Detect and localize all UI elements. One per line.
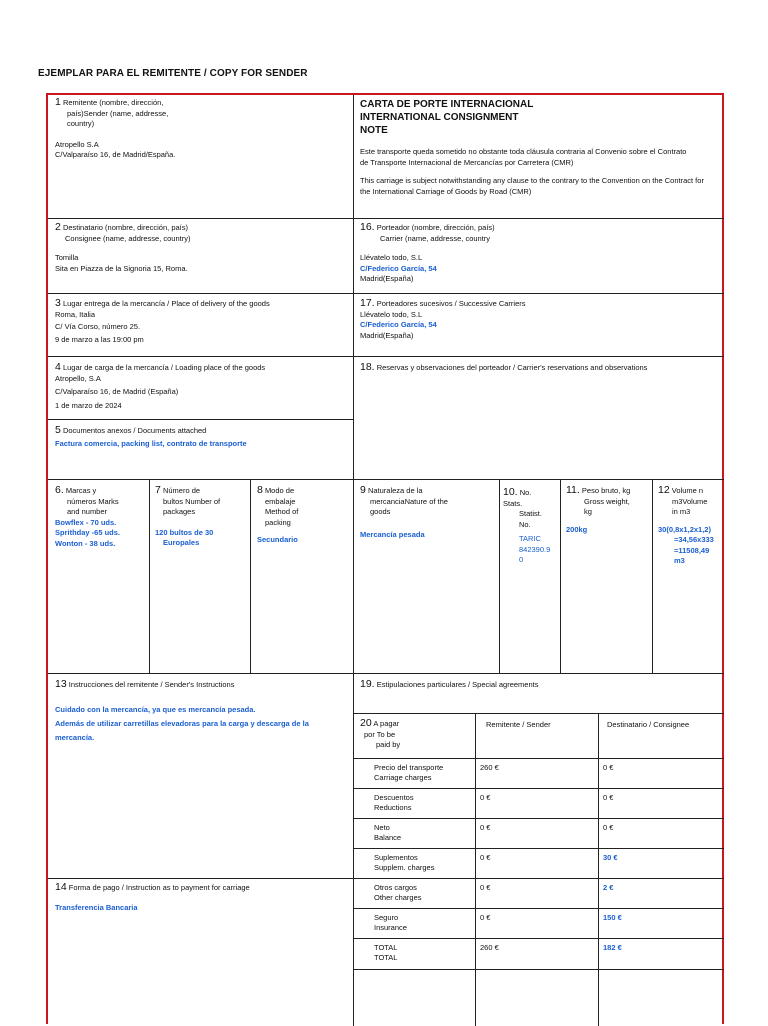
goods-nature-cell [360,485,500,540]
successive-carriers-cell [360,298,710,341]
field-number: 6. [55,484,64,496]
field-number: 14 [55,881,67,893]
convention-text-es: Este transporte queda sometido no obstante toda cláusula contraria al Convenio sobre el Contrato de Transporte Internacional de Mercancías por Carretera (CMR) [360,147,687,167]
charge-label-en: Carriage charges [374,773,432,782]
packages-type: Europales [163,538,200,547]
payment-method: Transferencia Bancaria [55,902,138,912]
charge-label-en: Reductions [374,803,412,812]
charge-sender-value: 0 € [480,793,491,802]
charge-consignee-value: 182 € [603,943,622,952]
charge-sender-value: 0 € [480,823,491,832]
field-label: país)Sender (name, addresse, [67,108,169,118]
carrier-reservations-cell [360,362,710,374]
field-number: 9 [360,484,366,496]
charge-label-es: Suplementos [374,853,418,862]
field-number: 3 [55,297,61,309]
field-label: m3Volume [672,496,708,506]
col-header-consignee: Destinatario / Consignee [607,720,690,729]
field-number: 8 [257,484,263,496]
charge-sender-value: 0 € [480,883,491,892]
charge-consignee-value: 30 € [603,853,618,862]
field-label: Porteadores sucesivos / Successive Carriers [376,299,526,308]
field-number: 20 [360,717,372,729]
title-cell [360,98,710,197]
field-label: Remitente (nombre, dirección, [62,98,164,107]
title-line: INTERNATIONAL CONSIGNMENT [360,112,519,123]
delivery-city: Roma, Italia [55,309,96,319]
field-label: A pagar [373,719,400,728]
charge-label [374,883,422,903]
title-line: CARTA DE PORTE INTERNACIONAL [360,99,534,110]
field-label: packing [265,517,291,527]
volume-cell [658,485,722,567]
field-label: Instrucciones del remitente / Sender's Instructions [68,680,235,689]
instruction-line: mercancía. [55,732,95,742]
loading-date: 1 de marzo de 2024 [55,400,122,410]
charge-sender-value: 260 € [480,943,499,952]
convention-text-en: This carriage is subject notwithstanding any clause to the contrary to the Convention on the Contract for the International Carriage of Goods by Road (CMR) [360,176,704,196]
field-label: country) [67,119,95,128]
charge-label-es: Seguro [374,913,399,922]
field-label: Statist. [519,509,542,518]
charge-label-en: Balance [374,833,402,842]
field-label: Marcas y [65,486,97,495]
charge-label [374,853,434,873]
volume-calc: 30(0,8x1,2x1,2) [658,524,711,534]
charge-label [374,763,443,783]
field-label: mercanciaNature of the [370,496,448,506]
charge-label [374,913,407,933]
charge-label-es: Precio del transporte [374,763,444,772]
packages-cell [155,485,250,549]
payment-instruction-cell [55,882,345,913]
field-label: Gross weight, [584,496,630,506]
field-number: 4 [55,361,61,373]
field-label: por To be [364,729,396,739]
sender-name: Atropello S.A [55,139,99,149]
charge-sender-value: 260 € [480,763,499,772]
instruction-line: Además de utilizar carretillas elevadoras para la carga y descarga de la [55,718,309,728]
volume-unit: m3 [674,556,685,565]
field-label: Consignee (name, addresse, country) [65,233,191,243]
field-label: Forma de pago / Instruction as to payment for carriage [68,883,250,892]
field-label: paid by [376,740,401,749]
field-number: 13 [55,678,67,690]
carrier-city: Madrid(España) [360,274,414,283]
mark-item: Bowflex - 70 uds. [55,517,117,527]
charge-label-en: Supplem. charges [374,863,435,872]
field-label: Carrier (name, addresse, country [380,233,491,243]
field-label: kg [584,507,592,516]
field-label: Naturaleza de la [367,486,423,495]
charge-label-en: Insurance [374,923,407,932]
charge-label-es: Otros cargos [374,883,417,892]
packing-method-cell [257,485,347,546]
special-agreements-cell [360,679,710,691]
field-label: No. [519,519,531,529]
title-line: NOTE [360,125,388,136]
sender-instructions-cell [55,679,345,745]
delivery-address: C/ Vía Corso, número 25. [55,322,141,331]
packages-count: 120 bultos de 30 [155,527,214,537]
loading-address: C/Valparaíso 16, de Madrid (España) [55,387,179,396]
field-label: Peso bruto, kg [581,486,631,495]
charge-label-en: Other charges [374,893,422,902]
field-label: Documentos anexos / Documents attached [62,426,207,435]
sender-address: C/Valparaíso 16, de Madrid/España. [55,150,176,159]
field-number: 5 [55,424,61,436]
field-label: Volume n [671,486,704,495]
field-number: 19. [360,678,375,690]
field-number: 11. [566,484,580,496]
charge-label-en: TOTAL [374,953,398,962]
charge-label [374,943,397,963]
charge-sender-value: 0 € [480,913,491,922]
field-number: 7 [155,484,161,496]
mark-item: Sprithday -65 uds. [55,528,121,537]
carrier-address: C/Federico García, 54 [360,263,437,273]
documents-cell [55,425,345,449]
charge-consignee-value: 2 € [603,883,614,892]
taric-code: 842390.9 [519,544,551,554]
delivery-date: 9 de marzo a las 19:00 pm [55,334,144,344]
charge-sender-value: 0 € [480,853,491,862]
field-label: bultos Number of [163,496,221,506]
instruction-line: Cuidado con la mercancía, ya que es mercancía pesada. [55,704,256,714]
field-number: 18. [360,361,375,373]
field-label: No. [519,488,532,497]
field-label: Reservas y observaciones del porteador / Carrier's reservations and observations [376,363,648,372]
field-number: 16. [360,221,375,233]
loading-company: Atropello, S.A [55,373,101,383]
volume-calc: =11508,49 [674,545,710,555]
mark-item: Wonton - 38 uds. [55,538,116,548]
gross-weight-cell [566,485,656,535]
field-number: 2 [55,221,61,233]
field-label: Lugar de carga de la mercancía / Loading place of the goods [62,363,266,372]
field-label: goods [370,507,391,516]
field-number: 10. [503,486,518,498]
successive-carrier-name: Llévatelo todo, S.L [360,309,423,319]
packing-method: Secundario [257,535,298,544]
successive-carrier-address: C/Federico García, 54 [360,320,437,329]
taric-code: 0 [519,555,524,564]
charge-consignee-value: 0 € [603,763,614,772]
field-label: Modo de [264,486,295,495]
field-number: 12 [658,484,670,496]
gross-weight: 200kg [566,524,588,534]
field-label: packages [163,507,196,516]
field-label: Method of [265,507,299,516]
charge-label-es: TOTAL [374,943,398,952]
field-number: 17. [360,297,375,309]
carrier-name: Llévatelo todo, S.L [360,253,423,262]
field-label: embalaje [265,496,296,506]
statistical-number-cell [503,487,561,566]
charge-label [374,823,401,843]
marks-cell [55,485,150,549]
charge-label [374,793,414,813]
consignee-cell [55,222,345,274]
field-label: in m3 [672,507,691,516]
charge-label-es: Descuentos [374,793,414,802]
carrier-cell [360,222,710,285]
field-label: Lugar entrega de la mercancía / Place of delivery of the goods [62,299,270,308]
delivery-place-cell [55,298,345,345]
page-header: EJEMPLAR PARA EL REMITENTE / COPY FOR SENDER [38,68,308,79]
taric-label: TARIC [519,534,541,543]
field-label: Estipulaciones particulares / Special agreements [376,680,539,689]
field-label: Stats. [503,498,523,508]
sender-cell [55,97,345,161]
field-label: and number [67,507,108,516]
field-label: Porteador (nombre, dirección, país) [376,223,495,232]
successive-carrier-city: Madrid(España) [360,330,414,340]
field-label: números Marks [67,496,119,506]
charge-consignee-value: 0 € [603,793,614,802]
consignee-name: Tomilla [55,253,79,262]
field-label: Destinatario (nombre, dirección, país) [62,223,188,232]
field-number: 1 [55,96,61,108]
goods-nature: Mercancía pesada [360,529,425,539]
col-header-sender: Remitente / Sender [486,720,551,729]
charge-consignee-value: 150 € [603,913,622,922]
charge-label-es: Neto [374,823,390,832]
field-label: Número de [162,486,201,495]
charge-consignee-value: 0 € [603,823,614,832]
volume-calc: =34,56x333 [674,535,714,544]
to-be-paid-by-cell [360,718,430,751]
loading-place-cell [55,362,345,411]
documents-list: Factura comercia, packing list, contrato de transporte [55,438,247,448]
consignee-address: Sita en Piazza de la Signoria 15, Roma. [55,263,188,273]
